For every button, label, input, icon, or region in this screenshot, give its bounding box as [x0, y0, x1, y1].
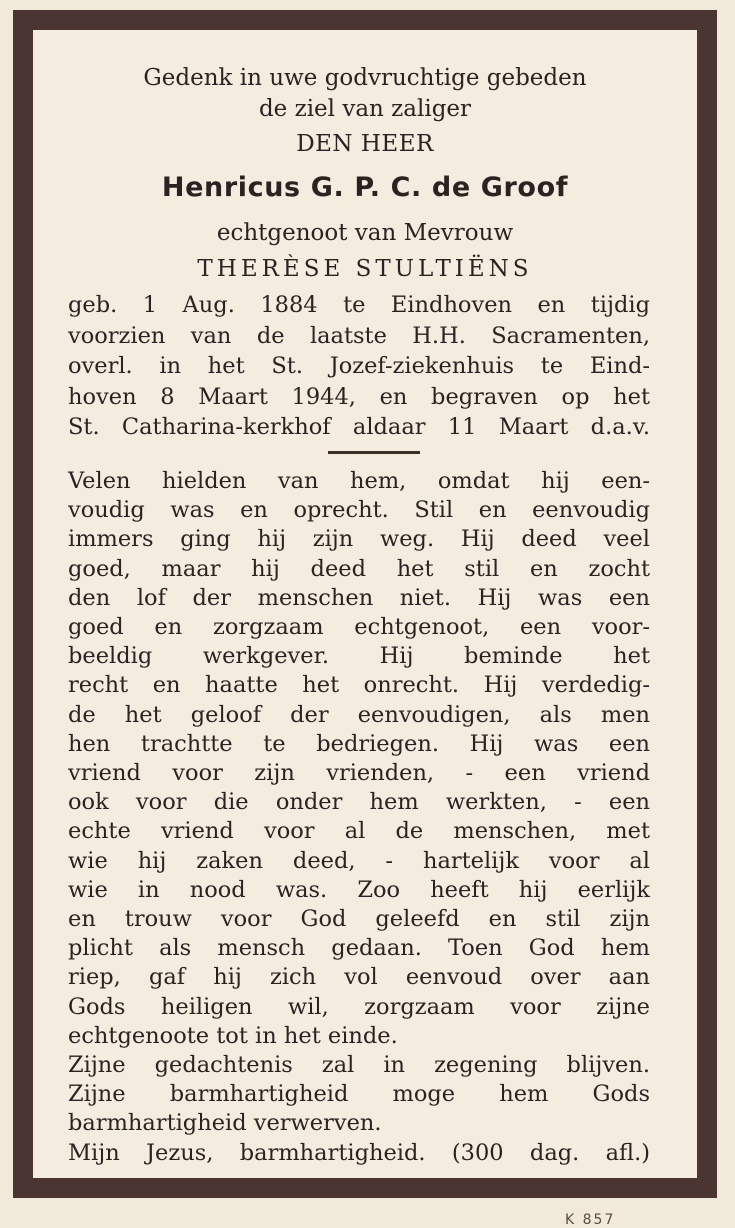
text-line: Velen hielden van hem, omdat hij een- [68, 468, 650, 494]
text-line: Mijn Jezus, barmhartigheid. (300 dag. afl.) [68, 1139, 650, 1166]
text-line: goed en zorgzaam echtgenoot, een voor- [68, 614, 650, 640]
bio-line: voorzien van de laatste H.H. Sacramenten, [68, 322, 650, 349]
text-line: voudig was en oprecht. Stil en eenvoudig [68, 497, 650, 524]
intro-line-2: de ziel van zaliger [258, 96, 472, 122]
text-line: wie hij zaken deed, - hartelijk voor al [68, 847, 650, 874]
text-line: Zijne barmhartigheid moge hem Gods [68, 1081, 650, 1108]
text-line: Zijne gedachtenis zal in zegening blijven. [68, 1052, 650, 1078]
section-divider [328, 451, 420, 454]
deceased-name: Henricus G. P. C. de Groof [161, 172, 569, 203]
text-line: echte vriend voor al de menschen, met [68, 818, 650, 845]
bio-line: geb. 1 Aug. 1884 te Eindhoven en tijdig [68, 292, 650, 318]
text-line: hen trachtte te bedriegen. Hij was een [68, 730, 650, 757]
relation-line: echtgenoot van Mevrouw [216, 220, 514, 246]
intro-line-1: Gedenk in uwe godvruchtige gebeden [143, 65, 587, 91]
honorific-title: DEN HEER [296, 131, 434, 157]
text-line: vriend voor zijn vrienden, - een vriend [68, 760, 650, 786]
text-line: en trouw voor God geleefd en stil zijn [68, 906, 650, 932]
text-line: recht en haatte het onrecht. Hij verdedig- [68, 672, 650, 699]
text-line: wie in nood was. Zoo heeft hij eerlijk [68, 876, 650, 903]
text-line: de het geloof der eenvoudigen, als men [68, 701, 650, 728]
text-line: goed, maar hij deed het stil en zocht [68, 555, 650, 582]
bio-line: hoven 8 Maart 1944, en begraven op het [68, 383, 650, 410]
text-line: riep, gaf hij zich vol eenvoud over aan [68, 964, 650, 991]
text-line: echtgenoote tot in het einde. [68, 1022, 398, 1049]
text-line: beeldig werkgever. Hij beminde het [68, 643, 650, 670]
text-line: plicht als mensch gedaan. Toen God hem [68, 935, 650, 962]
print-code: K 857 [565, 1212, 616, 1228]
spouse-name: THERÈSE STULTIËNS [197, 256, 533, 282]
bio-line: overl. in het St. Jozef-ziekenhuis te Eind- [68, 353, 650, 379]
text-line: barmhartigheid verwerven. [68, 1110, 382, 1137]
text-line: Gods heiligen wil, zorgzaam voor zijne [68, 993, 650, 1020]
bio-line: St. Catharina-kerkhof aldaar 11 Maart d.a.v. [68, 414, 650, 440]
text-line: ook voor die onder hem werkten, - een [68, 789, 650, 816]
text-line: den lof der menschen niet. Hij was een [68, 584, 650, 611]
text-line: immers ging hij zijn weg. Hij deed veel [68, 526, 650, 553]
